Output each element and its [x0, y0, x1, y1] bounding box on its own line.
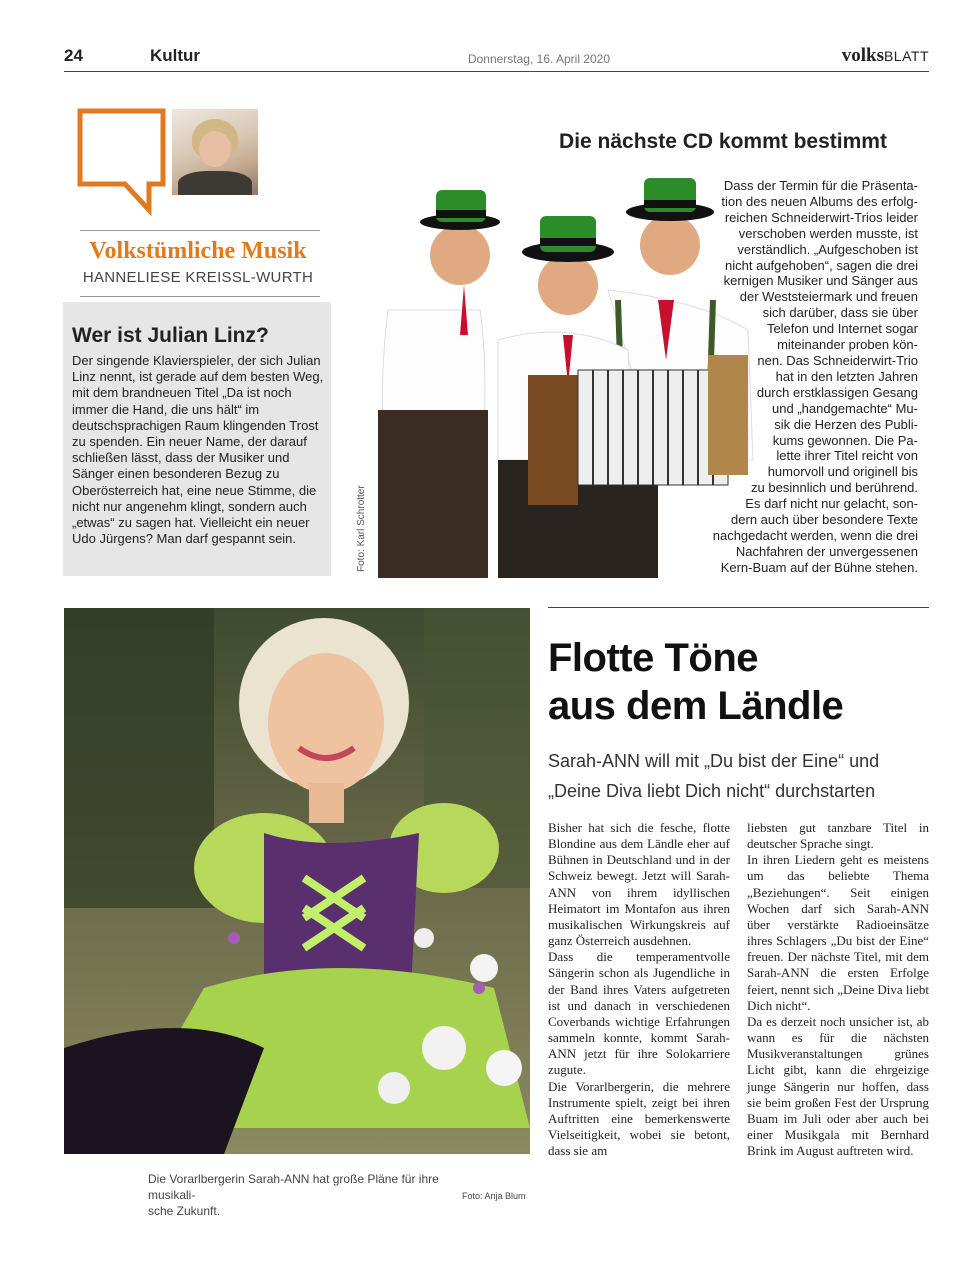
article-line: tion des neuen Albums des erfolg- — [721, 193, 918, 209]
section-title: Kultur — [150, 46, 201, 65]
subheadline-line: „Deine Diva liebt Dich nicht“ durchstarten — [548, 781, 876, 801]
article-column-1 — [548, 820, 730, 1159]
newspaper-logo — [842, 45, 929, 67]
paragraph: Da es derzeit noch unsicher ist, ab wann es für die nächsten Musikveranstaltungen grünes Licht gibt, kann die ehrgeizige junge Sängerin nur hoffen, dass sie beim großen Fest der Ursprung Buam im Juli oder aber auch bei einer Musikgala mit Bernhard Brink im August auftreten wird. — [747, 1013, 929, 1159]
info-box-title: Wer ist Julian Linz? — [72, 324, 269, 347]
paragraph: Bisher hat sich die fesche, flotte Blondine aus dem Ländle eher auf Bühnen in Deutschland und in der Schweiz bewegt. Jetzt will Sarah-ANN von ihrem idyllischen Heimatort im Montafon aus ihren musikalischen Wirkungskreis auf ganz Österreich ausdehnen. — [548, 820, 730, 949]
article-line: durch erstklassigen Gesang — [756, 384, 918, 400]
article-line: Nachfahren der unvergessenen — [735, 543, 918, 559]
column-title: Volkstümliche Musik — [89, 238, 307, 264]
subheadline-line: Sarah-ANN will mit „Du bist der Eine“ und — [548, 751, 880, 771]
issue-date: Donnerstag, 16. April 2020 — [467, 52, 611, 66]
info-box-body: Der singende Klavierspieler, der sich Julian Linz nennt, ist gerade auf dem besten Weg, mit dem brandneuen Titel „Da ist noch immer die Hand, die uns hält“ im deutschsprachigen Raum klingenden Trost zu spenden. Ein neuer Name, der darauf schließen lässt, dass der Musiker und Sänger einen besonderen Bezug zu Oberösterreich hat, eine neue Stimme, die nicht nur angenehm klingt, sondern auch „etwas“ zu sagen hat. Vielleicht ein neuer Udo Jürgens? Man darf gespannt sein. — [72, 353, 324, 547]
caption-line: sche Zukunft. — [148, 1204, 221, 1218]
article-column-2 — [747, 820, 929, 1159]
photo-credit: Foto: Anja Blum — [462, 1191, 526, 1201]
author-photo — [172, 109, 258, 195]
article-line: der Weststeiermark und freuen — [739, 289, 918, 305]
paragraph: Die Vorarlbergerin, die mehrere Instrumente spielt, zeigt bei ihren Auftritten eine bemerkenswerte Vielseitigkeit, wobei sie betont, dass sie am — [548, 1078, 730, 1159]
subheadline — [548, 746, 928, 806]
paragraph: In ihren Liedern geht es meistens um das beliebte Thema „Beziehungen“. Seit einigen Wochen darf sich Sarah-ANN über verstärkte Radioeinsätze ihres Schlagers „Du bist der Eine“ freuen. Der nächste Titel, mit dem Sarah-ANN die ersten Erfolge feiert, nennt sich „Deine Diva liebt Dich nicht“. — [747, 852, 929, 1013]
article-body — [690, 178, 918, 576]
article-line: Telefon und Internet sogar — [766, 321, 918, 337]
article-line: Kern-Buam auf der Bühne stehen. — [720, 559, 918, 575]
article-line: dern auch über besondere Texte — [731, 512, 918, 528]
article-line: verständlich. „Aufgeschoben ist — [737, 241, 918, 257]
article-line: humorvoll und originell bis — [767, 464, 918, 480]
article-line: reichen Schneiderwirt-Trios leider — [724, 209, 918, 225]
column-author: HANNELIESE KREISSL-WURTH — [82, 269, 314, 286]
divider — [80, 296, 320, 297]
speech-bubble-icon — [77, 108, 167, 216]
paragraph: liebsten gut tanzbare Titel in deutscher Sprache singt. — [747, 820, 929, 852]
article-line: Dass der Termin für die Präsenta- — [723, 178, 918, 193]
article-line: und „handgemachte“ Mu- — [772, 400, 918, 416]
article-line: hat in den letzten Jahren — [775, 368, 918, 384]
header-rule — [64, 71, 929, 72]
article-line: nen. Das Schneiderwirt-Trio — [757, 352, 918, 368]
article-line: Es darf nicht nur gelacht, son- — [745, 496, 918, 512]
musician-left — [378, 190, 500, 578]
article-line: nicht aufgehoben“, sagen die drei — [725, 257, 918, 273]
singer-photo — [64, 608, 530, 1154]
photo-caption — [148, 1171, 448, 1219]
logo-sub: BLATT — [883, 48, 929, 64]
article-line: sich darüber, dass sie über — [762, 305, 918, 321]
article-title: Die nächste CD kommt bestimmt — [559, 130, 887, 153]
headline-line: Flotte Töne — [548, 636, 759, 680]
article-line: lette ihrer Titel reicht von — [776, 448, 918, 464]
article-line: kums gewonnen. Die Pa- — [772, 432, 918, 448]
article-line: zu besinnlich und berührend. — [751, 480, 918, 496]
paragraph: Dass die temperamentvolle Sängerin schon als Jugendliche in der Band ihres Vaters aufgetreten ist und danach in verschiedenen Coverbands wichtige Erfahrungen sammeln konnte, kommt Sarah-ANN jetzt für ihre Solokarriere zugute. — [548, 949, 730, 1078]
page-number: 24 — [64, 46, 83, 65]
article-line: sik die Herzen des Publi- — [774, 416, 918, 432]
headline-line: aus dem Ländle — [548, 684, 844, 728]
article-line: verschoben werden musste, ist — [738, 225, 918, 241]
article-line: kernigen Musiker und Sänger aus — [723, 273, 918, 289]
logo-main: volks — [841, 45, 884, 66]
headline — [548, 634, 928, 730]
caption-line: Die Vorarlbergerin Sarah-ANN hat große Pläne für ihre musikali- — [148, 1172, 439, 1202]
article-line: nachgedacht werden, wenn die drei — [712, 527, 918, 543]
photo-credit: Foto: Karl Schrotter — [356, 485, 367, 572]
section-rule — [548, 607, 929, 608]
divider — [80, 230, 320, 231]
article-line: miteinander proben kön- — [777, 337, 918, 353]
